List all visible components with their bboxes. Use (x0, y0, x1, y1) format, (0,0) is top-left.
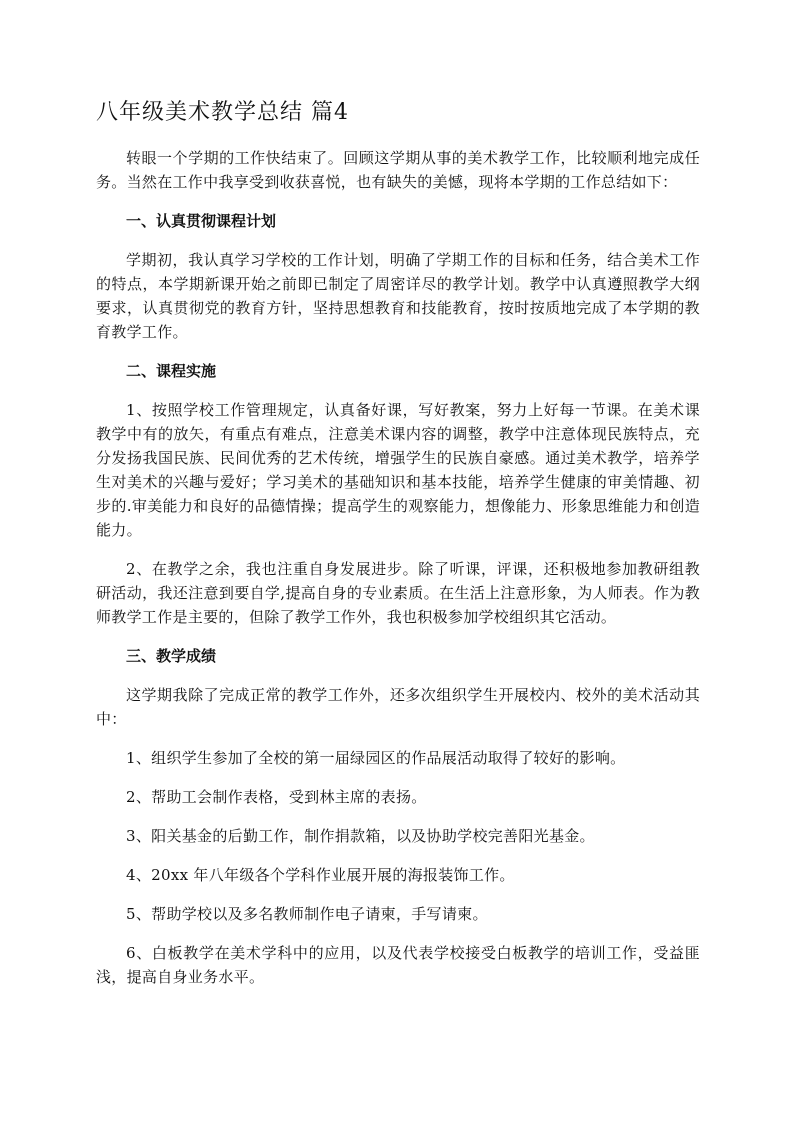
document-body (96, 146, 700, 989)
section-heading-1: 一、认真贯彻课程计划 (126, 212, 277, 230)
section-heading-3: 三、教学成绩 (126, 647, 217, 665)
list-item-5: 5、帮助学校以及多名教师制作电子请柬，手写请柬。 (126, 905, 488, 923)
section-3-paragraph-1: 这学期我除了完成正常的教学工作外，还多次组织学生开展校内、校外的美术活动其中： (96, 686, 700, 728)
section-heading-2: 二、课程实施 (126, 362, 217, 380)
section-2-paragraph-1: 1、按照学校工作管理规定，认真备好课，写好教案，努力上好每一节课。在美术课教学中有的放矢，有重点有难点，注意美术课内容的调整，教学中注意体现民族特点，充分发扬我国民族、民间优秀的艺术传统，增强学生的民族自豪感。通过美术教学，培养学生对美术的兴趣与爱好；学习美术的基础知识和基本技能，培养学生健康的审美情趣、初步的.审美能力和良好的品德情操；提高学生的观察能力，想像能力、形象思维能力和创造能力。 (96, 401, 700, 539)
section-1-paragraph-1: 学期初，我认真学习学校的工作计划，明确了学期工作的目标和任务，结合美术工作的特点，本学期新课开始之前即已制定了周密详尽的教学计划。教学中认真遵照教学大纲要求，认真贯彻党的教育方针，坚持思想教育和技能教育，按时按质地完成了本学期的教育教学工作。 (96, 251, 700, 341)
list-item-2: 2、帮助工会制作表格，受到林主席的表扬。 (126, 788, 427, 806)
list-item-6: 6、白板教学在美术学科中的应用，以及代表学校接受白板教学的培训工作，受益匪浅，提高自身业务水平。 (96, 944, 700, 986)
list-item-3: 3、阳关基金的后勤工作，制作捐款箱，以及协助学校完善阳光基金。 (126, 827, 595, 845)
page-title: 八年级美术教学总结 篇4 (96, 100, 349, 125)
intro-paragraph: 转眼一个学期的工作快结束了。回顾这学期从事的美术教学工作，比较顺利地完成任务。当然在工作中我享受到收获喜悦，也有缺失的美憾，现将本学期的工作总结如下： (96, 149, 700, 191)
list-item-1: 1、组织学生参加了全校的第一届绿园区的作品展活动取得了较好的影响。 (126, 749, 626, 767)
list-item-4: 4、20xx 年八年级各个学科作业展开展的海报装饰工作。 (126, 866, 515, 884)
section-2-paragraph-2: 2、在教学之余，我也注重自身发展进步。除了听课，评课，还积极地参加教研组教研活动，我还注意到要自学,提高自身的专业素质。在生活上注意形象，为人师表。作为教师教学工作是主要的，但除了教学工作外，我也积极参加学校组织其它活动。 (96, 560, 700, 626)
